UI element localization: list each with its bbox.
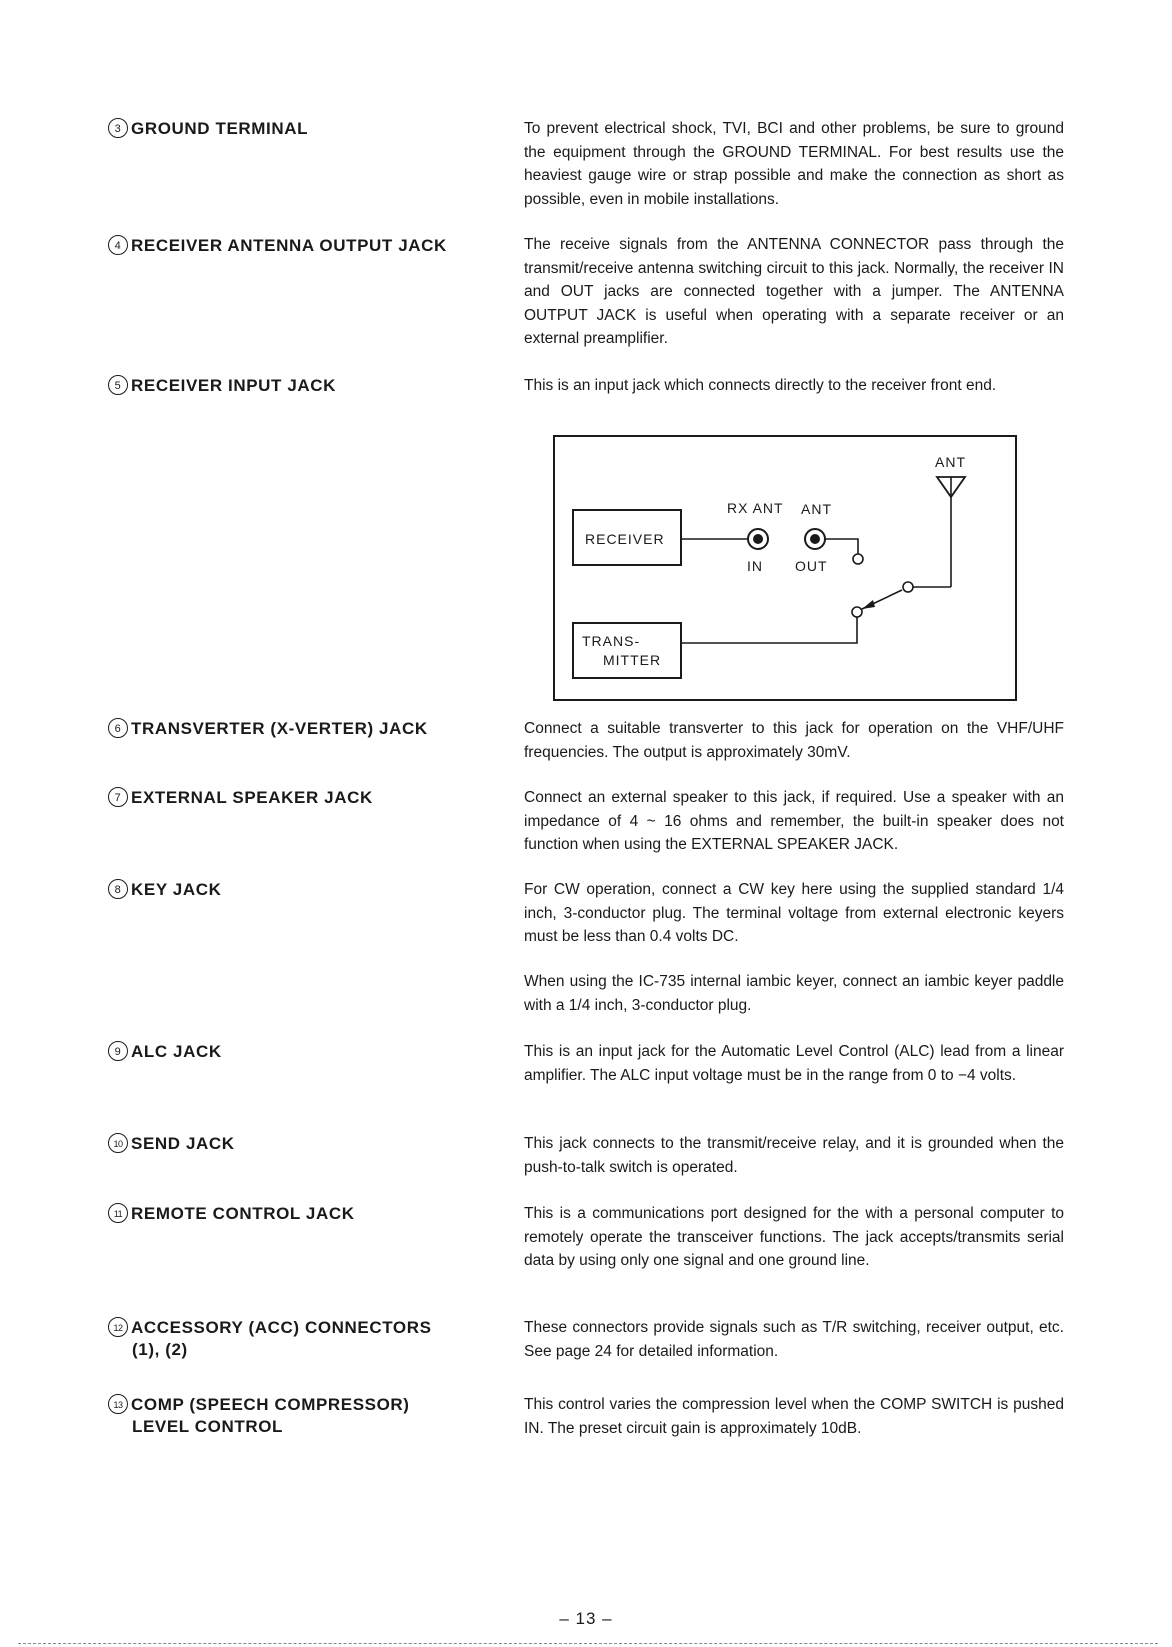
in-label: IN — [747, 558, 763, 574]
heading-text-cont: LEVEL CONTROL — [132, 1417, 284, 1436]
circled-number: 13 — [108, 1394, 128, 1414]
section-text: Connect a suitable transverter to this jack for operation on the VHF/UHF frequencies. The output is approximately 30mV. — [524, 720, 1064, 761]
ant-label: ANT — [935, 454, 966, 470]
section-text: For CW operation, connect a CW key here using the supplied standard 1/4 inch, 3-conductor plug. The terminal voltage from external electronic keyers must be less than 0.4 volts DC. — [524, 881, 1064, 945]
heading-text-cont: (1), (2) — [132, 1340, 188, 1359]
circled-number: 3 — [108, 118, 128, 138]
transmitter-label-1: TRANS- — [582, 633, 641, 649]
section-heading — [108, 375, 488, 397]
heading-text: ALC JACK — [131, 1042, 222, 1061]
ant-out-label: ANT — [801, 501, 832, 517]
heading-text: REMOTE CONTROL JACK — [131, 1204, 355, 1223]
rx-ant-label: RX ANT — [727, 500, 784, 516]
circled-number: 10 — [108, 1133, 128, 1153]
section-heading — [108, 1394, 488, 1438]
heading-text: RECEIVER ANTENNA OUTPUT JACK — [131, 236, 447, 255]
receiver-label: RECEIVER — [585, 531, 665, 547]
circled-number: 5 — [108, 375, 128, 395]
transmitter-label-2: MITTER — [603, 652, 662, 668]
circled-number: 12 — [108, 1317, 128, 1337]
circled-number: 8 — [108, 879, 128, 899]
heading-text: ACCESSORY (ACC) CONNECTORS — [131, 1318, 432, 1337]
heading-text: EXTERNAL SPEAKER JACK — [131, 788, 373, 807]
section-heading — [108, 1133, 488, 1155]
out-label: OUT — [795, 558, 828, 574]
section-text: This is an input jack which connects directly to the receiver front end. — [524, 377, 997, 394]
section-text: This is an input jack for the Automatic Level Control (ALC) lead from a linear amplifier. The ALC input voltage must be in the range from 0 to −4 volts. — [524, 1043, 1064, 1084]
circled-number: 7 — [108, 787, 128, 807]
circled-number: 9 — [108, 1041, 128, 1061]
section-heading — [108, 235, 488, 257]
antenna-switching-diagram — [553, 435, 1017, 701]
section-text: These connectors provide signals such as T/R switching, receiver output, etc. See page 24 for detailed information. — [524, 1319, 1064, 1360]
section-text: This jack connects to the transmit/receive relay, and it is grounded when the push-to-talk switch is operated. — [524, 1135, 1064, 1176]
heading-text: SEND JACK — [131, 1134, 235, 1153]
bottom-rule — [18, 1643, 1158, 1644]
section-text: This is a communications port designed for the with a personal computer to remotely operate the transceiver functions. The jack accepts/transmits serial data by using only one signal and one ground line. — [524, 1205, 1064, 1269]
section-text: This control varies the compression level when the COMP SWITCH is pushed IN. The preset circuit gain is approximately 10dB. — [524, 1396, 1064, 1437]
transmitter-box — [573, 623, 681, 678]
heading-text: KEY JACK — [131, 880, 222, 899]
circled-number: 11 — [108, 1203, 128, 1223]
section-heading — [108, 787, 488, 809]
heading-text: TRANSVERTER (X-VERTER) JACK — [131, 719, 428, 738]
heading-text: COMP (SPEECH COMPRESSOR) — [131, 1395, 410, 1414]
section-heading — [108, 1317, 488, 1361]
section-heading — [108, 879, 488, 901]
section-heading — [108, 1203, 488, 1225]
section-heading — [108, 1041, 488, 1063]
section-heading — [108, 118, 488, 140]
page-number: – 13 – — [559, 1609, 613, 1628]
circled-number: 4 — [108, 235, 128, 255]
circled-number: 6 — [108, 718, 128, 738]
section-text: The receive signals from the ANTENNA CONNECTOR pass through the transmit/receive antenna switching circuit to this jack. Normally, the receiver IN and OUT jacks are connected together with a jumper. The ANTENNA OUTPUT JACK is useful when operating with a separate receiver or an external preamplifier. — [524, 236, 1064, 347]
section-heading — [108, 718, 488, 740]
heading-text: RECEIVER INPUT JACK — [131, 376, 337, 395]
heading-text: GROUND TERMINAL — [131, 119, 309, 138]
section-text: To prevent electrical shock, TVI, BCI and other problems, be sure to ground the equipment through the GROUND TERMINAL. For best results use the heaviest gauge wire or strap possible and make the connection as short as possible, even in mobile installations. — [524, 120, 1064, 208]
section-text: Connect an external speaker to this jack, if required. Use a speaker with an impedance of 4 ~ 16 ohms and remember, the built-in speaker does not function when using the EXTERNAL SPEAKER JACK. — [524, 789, 1064, 853]
section-text-2: When using the IC-735 internal iambic keyer, connect an iambic keyer paddle with a 1/4 inch, 3-conductor plug. — [524, 973, 1064, 1014]
